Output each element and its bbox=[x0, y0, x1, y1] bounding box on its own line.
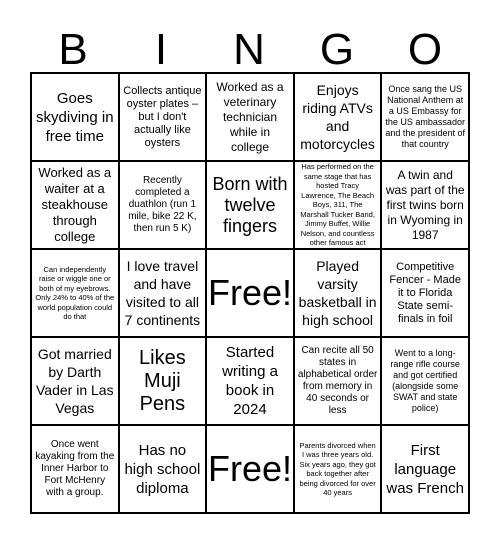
cell-text: I love travel and have visited to all 7 continents bbox=[124, 258, 201, 328]
cell-text: Once went kayaking from the Inner Harbor to Fort McHenry with a group. bbox=[35, 439, 115, 498]
cell-text: Collects antique oyster plates – but I don't actually like oysters bbox=[123, 84, 202, 149]
bingo-cell[interactable] bbox=[381, 337, 469, 425]
free-space[interactable] bbox=[206, 249, 294, 337]
bingo-cell[interactable] bbox=[31, 425, 119, 513]
cell-text: Can independently raise or wiggle one or both of my eyebrows. Only 24% to 40% of the world population could do that bbox=[35, 264, 115, 321]
bingo-cell[interactable] bbox=[381, 73, 469, 161]
bingo-cell[interactable] bbox=[294, 73, 382, 161]
cell-text: Goes skydiving in free time bbox=[36, 89, 114, 145]
bingo-cell[interactable] bbox=[119, 249, 207, 337]
header-letter-n: N bbox=[233, 25, 267, 74]
header-letter-b: B bbox=[58, 25, 90, 74]
bingo-cell[interactable] bbox=[119, 337, 207, 425]
bingo-cell[interactable] bbox=[119, 73, 207, 161]
cell-text: Got married by Darth Vader in Las Vegas bbox=[36, 346, 114, 416]
bingo-cell[interactable] bbox=[381, 161, 469, 249]
bingo-cell[interactable] bbox=[206, 337, 294, 425]
bingo-cell[interactable] bbox=[31, 161, 119, 249]
free-space[interactable] bbox=[206, 425, 294, 513]
cell-text: Can recite all 50 states in alphabetical order from memory in 40 seconds or less bbox=[297, 345, 378, 416]
bingo-cell[interactable] bbox=[381, 425, 469, 513]
cell-text: Played varsity basketball in high school bbox=[298, 258, 377, 328]
cell-text: Started writing a book in 2024 bbox=[222, 344, 278, 418]
cell-text: Parents divorced when I was three years old. Six years ago, they got back together after being divorced for over 40 years bbox=[299, 440, 376, 497]
bingo-cell[interactable] bbox=[294, 425, 382, 513]
cell-text: First language was French bbox=[386, 441, 464, 497]
cell-text: Has performed on the same stage that has hosted Tracy Lawrence, The Beach Boys, 311, The Marshall Tucker Band, Jimmy Buffet, Willie Nelson, and countless other famous act bbox=[300, 162, 375, 248]
cell-text: Likes Muji Pens bbox=[139, 346, 186, 415]
cell-text: Went to a long-range rifle course and got certified (alongside some SWAT and state police) bbox=[390, 348, 460, 413]
cell-text: Free! bbox=[207, 272, 293, 313]
bingo-header bbox=[30, 25, 470, 74]
header-letter-i: I bbox=[154, 25, 170, 74]
cell-text: Worked as a veterinary technician while in college bbox=[216, 79, 284, 154]
bingo-cell[interactable] bbox=[31, 73, 119, 161]
cell-text: Worked as a waiter at a steakhouse through college bbox=[38, 165, 112, 244]
cell-text: Enjoys riding ATVs and motorcycles bbox=[300, 82, 375, 152]
bingo-cell[interactable] bbox=[206, 161, 294, 249]
cell-text: Recently completed a duathlon (run 1 mile, bike 22 K, then run 5 K) bbox=[128, 175, 197, 234]
bingo-cell[interactable] bbox=[119, 161, 207, 249]
bingo-cell[interactable] bbox=[31, 249, 119, 337]
header-letter-g: G bbox=[319, 25, 357, 74]
bingo-cell[interactable] bbox=[31, 337, 119, 425]
bingo-grid bbox=[30, 72, 470, 514]
bingo-cell[interactable] bbox=[119, 425, 207, 513]
cell-text: Once sang the US National Anthem at a US Embassy for the US ambassador and the president of that country bbox=[385, 84, 465, 149]
bingo-cell[interactable] bbox=[206, 73, 294, 161]
bingo-cell[interactable] bbox=[294, 337, 382, 425]
cell-text: A twin and was part of the first twins born in Wyoming in 1987 bbox=[385, 167, 465, 242]
cell-text: Born with twelve fingers bbox=[212, 173, 288, 236]
header-letter-o: O bbox=[407, 25, 445, 74]
cell-text: Has no high school diploma bbox=[124, 441, 201, 497]
bingo-cell[interactable] bbox=[294, 161, 382, 249]
cell-text: Competitive Fencer - Made it to Florida State semi-finals in foil bbox=[389, 260, 461, 325]
bingo-cell[interactable] bbox=[381, 249, 469, 337]
bingo-cell[interactable] bbox=[294, 249, 382, 337]
cell-text: Free! bbox=[207, 448, 293, 489]
